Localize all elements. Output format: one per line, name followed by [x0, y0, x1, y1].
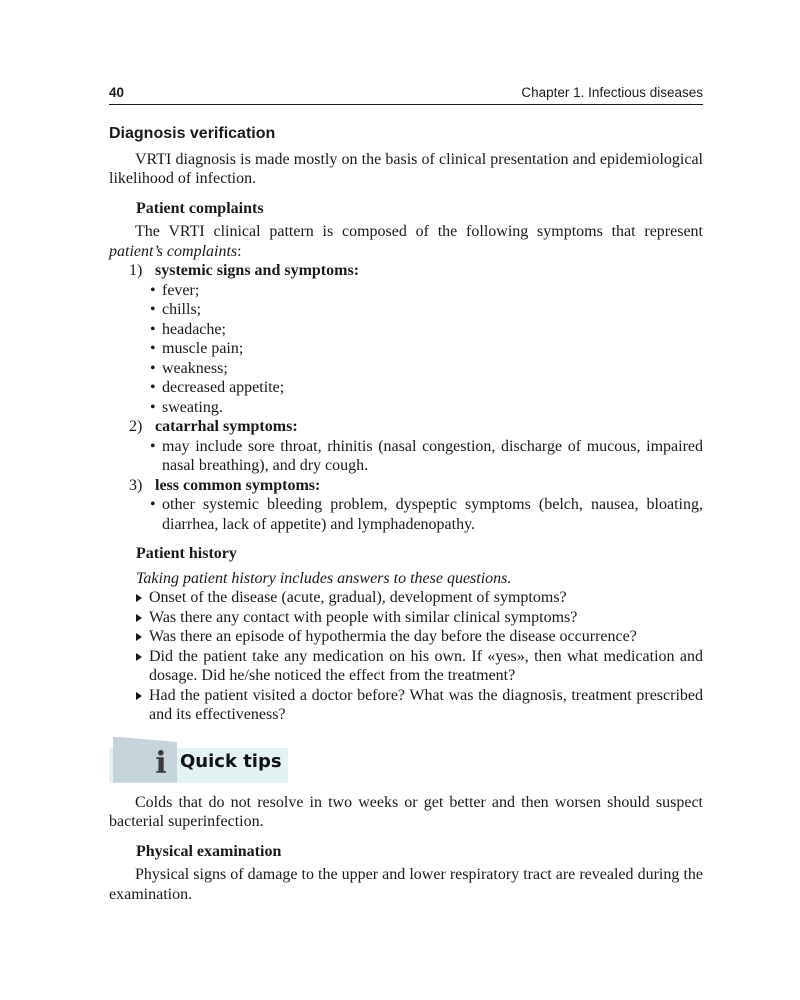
- group-number: 2): [129, 418, 143, 435]
- symptom-item: • sweating.: [109, 398, 703, 418]
- page-content: [109, 124, 703, 904]
- running-header: [109, 84, 703, 105]
- symptom-item: • other systemic bleeding problem, dyspeptic symptoms (belch, nausea, bloating, diarrhea, lack of appetite) and lymphadenopathy.: [109, 495, 703, 534]
- symptom-item: • fever;: [109, 281, 703, 301]
- symptom-groups: [109, 261, 703, 534]
- history-question: [109, 588, 703, 608]
- triangle-bullet-icon: [136, 692, 142, 700]
- complaints-intro: [109, 222, 703, 261]
- quick-tips-text: Colds that do not resolve in two weeks or get better and then worsen should suspect bacterial superinfection.: [109, 793, 703, 830]
- section-title: Diagnosis verification: [109, 125, 276, 142]
- triangle-bullet-icon: [136, 653, 142, 661]
- section-intro: VRTI diagnosis is made mostly on the basis of clinical presentation and epidemiological likelihood of infection.: [109, 150, 703, 187]
- page-number: 40: [109, 85, 125, 100]
- question-text: Was there an episode of hypothermia the day before the disease occurrence?: [149, 628, 637, 645]
- symptom-item: • muscle pain;: [109, 339, 703, 359]
- history-question: [109, 647, 703, 686]
- symptom-item: • weakness;: [109, 359, 703, 379]
- history-question: [109, 627, 703, 647]
- quick-tips-title: Quick tips: [180, 750, 282, 772]
- symptom-list: [155, 281, 703, 418]
- triangle-bullet-icon: [136, 594, 142, 602]
- history-questions: [109, 588, 703, 725]
- question-text: Had the patient visited a doctor before? What was the diagnosis, treatment prescribed and its effectiveness?: [149, 686, 703, 723]
- group-number: 3): [129, 476, 143, 494]
- group-title: catarrhal symptoms:: [155, 418, 298, 435]
- history-intro: Taking patient history includes answers to these questions.: [136, 569, 512, 587]
- question-text: Onset of the disease (acute, gradual), development of symptoms?: [149, 589, 567, 606]
- symptom-item: • chills;: [109, 300, 703, 320]
- triangle-bullet-icon: [136, 633, 142, 641]
- info-icon: i: [155, 745, 167, 781]
- quick-tips-banner: [109, 737, 703, 783]
- symptom-group: [109, 417, 703, 476]
- history-question: [109, 608, 703, 628]
- group-title: less common symptoms:: [155, 476, 321, 494]
- symptom-item: • decreased appetite;: [109, 378, 703, 398]
- symptom-item: • headache;: [109, 320, 703, 340]
- complaints-intro-emphasis: patient’s complaints: [109, 242, 238, 260]
- group-title: systemic signs and symptoms:: [155, 262, 360, 279]
- triangle-bullet-icon: [136, 614, 142, 622]
- group-number: 1): [129, 262, 143, 279]
- chapter-title: Chapter 1. Infectious diseases: [521, 85, 703, 100]
- complaints-intro-text: The VRTI clinical pattern is composed of the following symptoms that represent: [135, 223, 703, 240]
- physical-heading: Physical examination: [136, 842, 282, 860]
- symptom-item: • may include sore throat, rhinitis (nasal congestion, discharge of mucous, impaired nasal breathing), and dry cough.: [109, 437, 703, 476]
- physical-text: Physical signs of damage to the upper and lower respiratory tract are revealed during the examination.: [109, 866, 703, 903]
- complaints-intro-colon: :: [237, 242, 242, 260]
- history-heading: Patient history: [136, 545, 237, 562]
- question-text: Was there any contact with people with similar clinical symptoms?: [149, 608, 578, 626]
- symptom-group: [109, 261, 703, 417]
- complaints-heading: Patient complaints: [136, 199, 264, 217]
- symptom-list: [155, 495, 703, 534]
- symptom-list: [155, 437, 703, 476]
- question-text: Did the patient take any medication on his own. If «yes», then what medication and dosage. Did he/she noticed the effect from the treatment?: [149, 647, 703, 684]
- history-question: [109, 686, 703, 725]
- symptom-group: [109, 476, 703, 535]
